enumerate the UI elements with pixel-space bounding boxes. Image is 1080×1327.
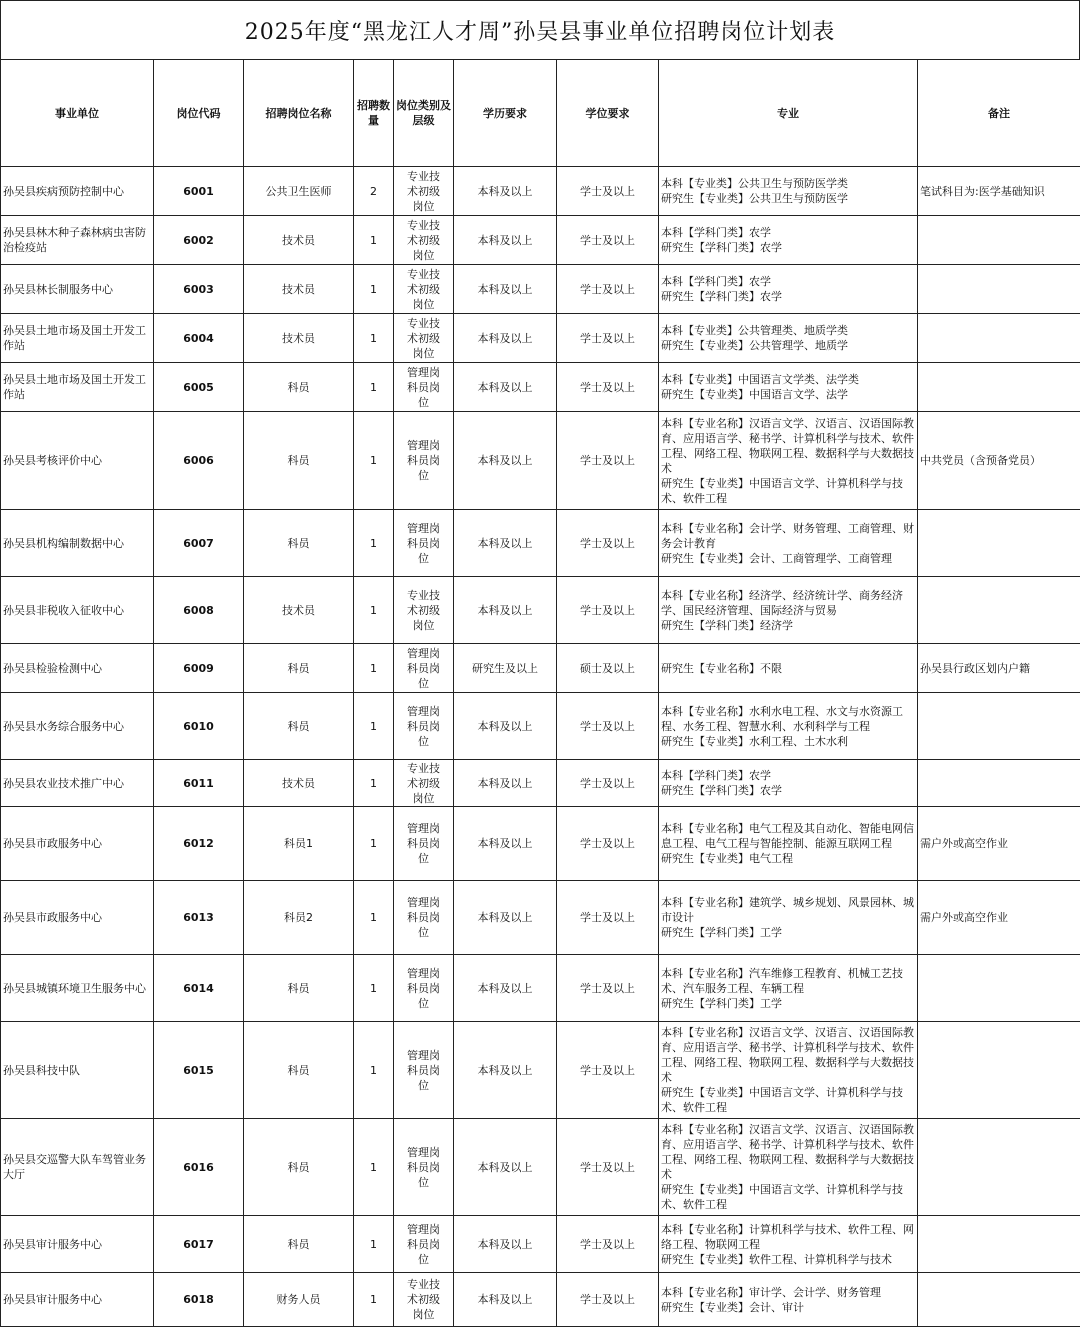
major-line: 本科【专业名称】建筑学、城乡规划、风景园林、城市设计 bbox=[661, 895, 915, 925]
note-cell bbox=[918, 363, 1080, 412]
count-cell: 1 bbox=[354, 412, 394, 510]
count-cell: 1 bbox=[354, 1022, 394, 1119]
count-cell: 1 bbox=[354, 807, 394, 881]
major-line: 本科【专业名称】电气工程及其自动化、智能电网信息工程、电气工程与智能控制、能源互联网工程 bbox=[661, 821, 915, 851]
major-cell bbox=[659, 760, 918, 807]
major-cell bbox=[659, 1273, 918, 1327]
degree-cell: 学士及以上 bbox=[557, 510, 659, 577]
major-line: 研究生【学科门类】农学 bbox=[661, 783, 915, 798]
major-line: 本科【专业名称】审计学、会计学、财务管理 bbox=[661, 1285, 915, 1300]
table-row bbox=[1, 167, 1080, 216]
count-cell: 1 bbox=[354, 955, 394, 1022]
table-row bbox=[1, 644, 1080, 693]
major-line: 本科【学科门类】农学 bbox=[661, 274, 915, 289]
major-line: 研究生【专业类】电气工程 bbox=[661, 851, 915, 866]
code-cell: 6003 bbox=[154, 265, 244, 314]
education-cell: 本科及以上 bbox=[454, 577, 557, 644]
unit-cell: 孙吴县土地市场及国土开发工作站 bbox=[1, 363, 154, 412]
major-line: 研究生【学科门类】农学 bbox=[661, 289, 915, 304]
header-degree: 学位要求 bbox=[557, 60, 659, 167]
major-cell bbox=[659, 577, 918, 644]
unit-cell: 孙吴县审计服务中心 bbox=[1, 1216, 154, 1273]
unit-cell: 孙吴县非税收入征收中心 bbox=[1, 577, 154, 644]
category-cell: 专业技术初级岗位 bbox=[394, 577, 454, 644]
position-cell: 科员 bbox=[244, 1119, 354, 1216]
note-cell bbox=[918, 955, 1080, 1022]
major-line: 本科【专业名称】汽车维修工程教育、机械工艺技术、汽车服务工程、车辆工程 bbox=[661, 966, 915, 996]
header-note: 备注 bbox=[918, 60, 1080, 167]
note-cell: 笔试科目为:医学基础知识 bbox=[918, 167, 1080, 216]
table-row bbox=[1, 216, 1080, 265]
table-row bbox=[1, 807, 1080, 881]
category-cell: 管理岗科员岗位 bbox=[394, 1022, 454, 1119]
unit-cell: 孙吴县城镇环境卫生服务中心 bbox=[1, 955, 154, 1022]
code-cell: 6004 bbox=[154, 314, 244, 363]
code-cell: 6005 bbox=[154, 363, 244, 412]
degree-cell: 学士及以上 bbox=[557, 1216, 659, 1273]
position-cell: 科员 bbox=[244, 1216, 354, 1273]
category-cell: 管理岗科员岗位 bbox=[394, 412, 454, 510]
major-cell bbox=[659, 807, 918, 881]
count-cell: 1 bbox=[354, 693, 394, 760]
code-cell: 6008 bbox=[154, 577, 244, 644]
category-cell: 管理岗科员岗位 bbox=[394, 807, 454, 881]
table-row bbox=[1, 1022, 1080, 1119]
position-cell: 科员1 bbox=[244, 807, 354, 881]
header-major: 专业 bbox=[659, 60, 918, 167]
major-cell bbox=[659, 1119, 918, 1216]
count-cell: 1 bbox=[354, 644, 394, 693]
degree-cell: 学士及以上 bbox=[557, 167, 659, 216]
unit-cell: 孙吴县机构编制数据中心 bbox=[1, 510, 154, 577]
major-line: 研究生【专业类】公共卫生与预防医学 bbox=[661, 191, 915, 206]
major-cell bbox=[659, 412, 918, 510]
category-cell: 管理岗科员岗位 bbox=[394, 644, 454, 693]
note-cell bbox=[918, 216, 1080, 265]
note-cell bbox=[918, 1273, 1080, 1327]
code-cell: 6002 bbox=[154, 216, 244, 265]
note-cell bbox=[918, 314, 1080, 363]
major-line: 研究生【专业类】会计、工商管理学、工商管理 bbox=[661, 551, 915, 566]
category-cell: 专业技术初级岗位 bbox=[394, 216, 454, 265]
code-cell: 6013 bbox=[154, 881, 244, 955]
table-row bbox=[1, 1273, 1080, 1327]
major-line: 研究生【专业类】中国语言文学、计算机科学与技术、软件工程 bbox=[661, 1085, 915, 1115]
table-row bbox=[1, 265, 1080, 314]
code-cell: 6015 bbox=[154, 1022, 244, 1119]
unit-cell: 孙吴县科技中队 bbox=[1, 1022, 154, 1119]
recruitment-table bbox=[0, 59, 1080, 1327]
education-cell: 本科及以上 bbox=[454, 510, 557, 577]
major-cell bbox=[659, 693, 918, 760]
code-cell: 6001 bbox=[154, 167, 244, 216]
code-cell: 6010 bbox=[154, 693, 244, 760]
table-row bbox=[1, 760, 1080, 807]
code-cell: 6012 bbox=[154, 807, 244, 881]
major-cell bbox=[659, 314, 918, 363]
table-row bbox=[1, 510, 1080, 577]
position-cell: 技术员 bbox=[244, 216, 354, 265]
major-line: 研究生【学科门类】工学 bbox=[661, 996, 915, 1011]
major-line: 本科【专业名称】汉语言文学、汉语言、汉语国际教育、应用语言学、秘书学、计算机科学与技术、软件工程、网络工程、物联网工程、数据科学与大数据技术 bbox=[661, 416, 915, 476]
position-cell: 科员 bbox=[244, 955, 354, 1022]
position-cell: 科员2 bbox=[244, 881, 354, 955]
table-row bbox=[1, 881, 1080, 955]
count-cell: 1 bbox=[354, 881, 394, 955]
note-cell bbox=[918, 1216, 1080, 1273]
degree-cell: 学士及以上 bbox=[557, 216, 659, 265]
major-line: 研究生【专业名称】不限 bbox=[661, 661, 915, 676]
education-cell: 本科及以上 bbox=[454, 265, 557, 314]
education-cell: 本科及以上 bbox=[454, 363, 557, 412]
degree-cell: 硕士及以上 bbox=[557, 644, 659, 693]
degree-cell: 学士及以上 bbox=[557, 265, 659, 314]
education-cell: 本科及以上 bbox=[454, 1216, 557, 1273]
major-cell bbox=[659, 167, 918, 216]
major-line: 研究生【学科门类】农学 bbox=[661, 240, 915, 255]
category-cell: 管理岗科员岗位 bbox=[394, 510, 454, 577]
code-cell: 6018 bbox=[154, 1273, 244, 1327]
position-cell: 科员 bbox=[244, 412, 354, 510]
count-cell: 1 bbox=[354, 1273, 394, 1327]
education-cell: 本科及以上 bbox=[454, 216, 557, 265]
count-cell: 1 bbox=[354, 314, 394, 363]
table-row bbox=[1, 1119, 1080, 1216]
note-cell: 需户外或高空作业 bbox=[918, 807, 1080, 881]
category-cell: 管理岗科员岗位 bbox=[394, 1216, 454, 1273]
note-cell bbox=[918, 1119, 1080, 1216]
major-line: 本科【专业类】中国语言文学类、法学类 bbox=[661, 372, 915, 387]
position-cell: 技术员 bbox=[244, 577, 354, 644]
code-cell: 6016 bbox=[154, 1119, 244, 1216]
code-cell: 6017 bbox=[154, 1216, 244, 1273]
table-row bbox=[1, 693, 1080, 760]
degree-cell: 学士及以上 bbox=[557, 693, 659, 760]
position-cell: 财务人员 bbox=[244, 1273, 354, 1327]
unit-cell: 孙吴县林木种子森林病虫害防治检疫站 bbox=[1, 216, 154, 265]
degree-cell: 学士及以上 bbox=[557, 760, 659, 807]
major-line: 研究生【专业类】水利工程、土木水利 bbox=[661, 734, 915, 749]
code-cell: 6014 bbox=[154, 955, 244, 1022]
degree-cell: 学士及以上 bbox=[557, 577, 659, 644]
position-cell: 科员 bbox=[244, 510, 354, 577]
degree-cell: 学士及以上 bbox=[557, 881, 659, 955]
code-cell: 6006 bbox=[154, 412, 244, 510]
major-line: 本科【专业名称】会计学、财务管理、工商管理、财务会计教育 bbox=[661, 521, 915, 551]
major-line: 本科【专业名称】经济学、经济统计学、商务经济学、国民经济管理、国际经济与贸易 bbox=[661, 588, 915, 618]
category-cell: 管理岗科员岗位 bbox=[394, 363, 454, 412]
degree-cell: 学士及以上 bbox=[557, 314, 659, 363]
category-cell: 专业技术初级岗位 bbox=[394, 1273, 454, 1327]
note-cell: 孙吴县行政区划内户籍 bbox=[918, 644, 1080, 693]
major-cell bbox=[659, 363, 918, 412]
education-cell: 本科及以上 bbox=[454, 167, 557, 216]
category-cell: 专业技术初级岗位 bbox=[394, 760, 454, 807]
header-unit: 事业单位 bbox=[1, 60, 154, 167]
header-category: 岗位类别及层级 bbox=[394, 60, 454, 167]
header-education: 学历要求 bbox=[454, 60, 557, 167]
major-line: 本科【专业名称】汉语言文学、汉语言、汉语国际教育、应用语言学、秘书学、计算机科学与技术、软件工程、网络工程、物联网工程、数据科学与大数据技术 bbox=[661, 1122, 915, 1182]
unit-cell: 孙吴县水务综合服务中心 bbox=[1, 693, 154, 760]
unit-cell: 孙吴县检验检测中心 bbox=[1, 644, 154, 693]
table-row bbox=[1, 412, 1080, 510]
unit-cell: 孙吴县疾病预防控制中心 bbox=[1, 167, 154, 216]
category-cell: 管理岗科员岗位 bbox=[394, 693, 454, 760]
count-cell: 1 bbox=[354, 577, 394, 644]
note-cell bbox=[918, 265, 1080, 314]
major-line: 本科【专业名称】计算机科学与技术、软件工程、网络工程、物联网工程 bbox=[661, 1222, 915, 1252]
unit-cell: 孙吴县土地市场及国土开发工作站 bbox=[1, 314, 154, 363]
major-line: 本科【学科门类】农学 bbox=[661, 768, 915, 783]
count-cell: 1 bbox=[354, 1216, 394, 1273]
category-cell: 管理岗科员岗位 bbox=[394, 955, 454, 1022]
major-cell bbox=[659, 881, 918, 955]
major-cell bbox=[659, 216, 918, 265]
count-cell: 1 bbox=[354, 1119, 394, 1216]
header-row bbox=[1, 60, 1080, 167]
education-cell: 本科及以上 bbox=[454, 760, 557, 807]
code-cell: 6009 bbox=[154, 644, 244, 693]
note-cell: 中共党员（含预备党员） bbox=[918, 412, 1080, 510]
major-line: 研究生【专业类】中国语言文学、法学 bbox=[661, 387, 915, 402]
major-cell bbox=[659, 510, 918, 577]
count-cell: 1 bbox=[354, 265, 394, 314]
major-line: 本科【专业名称】水利水电工程、水文与水资源工程、水务工程、智慧水利、水利科学与工程 bbox=[661, 704, 915, 734]
count-cell: 2 bbox=[354, 167, 394, 216]
education-cell: 本科及以上 bbox=[454, 412, 557, 510]
degree-cell: 学士及以上 bbox=[557, 412, 659, 510]
major-line: 研究生【学科门类】经济学 bbox=[661, 618, 915, 633]
count-cell: 1 bbox=[354, 216, 394, 265]
count-cell: 1 bbox=[354, 760, 394, 807]
education-cell: 研究生及以上 bbox=[454, 644, 557, 693]
degree-cell: 学士及以上 bbox=[557, 363, 659, 412]
major-line: 研究生【学科门类】工学 bbox=[661, 925, 915, 940]
note-cell: 需户外或高空作业 bbox=[918, 881, 1080, 955]
major-line: 研究生【专业类】中国语言文学、计算机科学与技术、软件工程 bbox=[661, 476, 915, 506]
page-title: 2025年度“黑龙江人才周”孙吴县事业单位招聘岗位计划表 bbox=[0, 0, 1080, 60]
major-line: 研究生【专业类】软件工程、计算机科学与技术 bbox=[661, 1252, 915, 1267]
note-cell bbox=[918, 1022, 1080, 1119]
unit-cell: 孙吴县考核评价中心 bbox=[1, 412, 154, 510]
note-cell bbox=[918, 693, 1080, 760]
education-cell: 本科及以上 bbox=[454, 955, 557, 1022]
position-cell: 技术员 bbox=[244, 314, 354, 363]
unit-cell: 孙吴县农业技术推广中心 bbox=[1, 760, 154, 807]
code-cell: 6011 bbox=[154, 760, 244, 807]
major-cell bbox=[659, 265, 918, 314]
unit-cell: 孙吴县交巡警大队车驾管业务大厅 bbox=[1, 1119, 154, 1216]
position-cell: 技术员 bbox=[244, 760, 354, 807]
education-cell: 本科及以上 bbox=[454, 881, 557, 955]
count-cell: 1 bbox=[354, 510, 394, 577]
position-cell: 科员 bbox=[244, 693, 354, 760]
major-cell bbox=[659, 955, 918, 1022]
note-cell bbox=[918, 577, 1080, 644]
degree-cell: 学士及以上 bbox=[557, 1022, 659, 1119]
position-cell: 公共卫生医师 bbox=[244, 167, 354, 216]
major-cell bbox=[659, 1022, 918, 1119]
count-cell: 1 bbox=[354, 363, 394, 412]
education-cell: 本科及以上 bbox=[454, 807, 557, 881]
degree-cell: 学士及以上 bbox=[557, 1119, 659, 1216]
position-cell: 科员 bbox=[244, 644, 354, 693]
education-cell: 本科及以上 bbox=[454, 1119, 557, 1216]
unit-cell: 孙吴县市政服务中心 bbox=[1, 807, 154, 881]
major-line: 本科【学科门类】农学 bbox=[661, 225, 915, 240]
major-line: 研究生【专业类】中国语言文学、计算机科学与技术、软件工程 bbox=[661, 1182, 915, 1212]
category-cell: 管理岗科员岗位 bbox=[394, 881, 454, 955]
table-row bbox=[1, 577, 1080, 644]
major-line: 本科【专业类】公共管理类、地质学类 bbox=[661, 323, 915, 338]
major-line: 研究生【专业类】公共管理学、地质学 bbox=[661, 338, 915, 353]
table-row bbox=[1, 955, 1080, 1022]
header-code: 岗位代码 bbox=[154, 60, 244, 167]
major-line: 本科【专业名称】汉语言文学、汉语言、汉语国际教育、应用语言学、秘书学、计算机科学与技术、软件工程、网络工程、物联网工程、数据科学与大数据技术 bbox=[661, 1025, 915, 1085]
category-cell: 专业技术初级岗位 bbox=[394, 167, 454, 216]
note-cell bbox=[918, 510, 1080, 577]
education-cell: 本科及以上 bbox=[454, 1273, 557, 1327]
unit-cell: 孙吴县林长制服务中心 bbox=[1, 265, 154, 314]
major-line: 本科【专业类】公共卫生与预防医学类 bbox=[661, 176, 915, 191]
table-row bbox=[1, 314, 1080, 363]
unit-cell: 孙吴县市政服务中心 bbox=[1, 881, 154, 955]
header-position: 招聘岗位名称 bbox=[244, 60, 354, 167]
category-cell: 专业技术初级岗位 bbox=[394, 265, 454, 314]
header-count: 招聘数量 bbox=[354, 60, 394, 167]
note-cell bbox=[918, 760, 1080, 807]
major-cell bbox=[659, 1216, 918, 1273]
education-cell: 本科及以上 bbox=[454, 314, 557, 363]
education-cell: 本科及以上 bbox=[454, 693, 557, 760]
education-cell: 本科及以上 bbox=[454, 1022, 557, 1119]
major-cell bbox=[659, 644, 918, 693]
category-cell: 专业技术初级岗位 bbox=[394, 314, 454, 363]
degree-cell: 学士及以上 bbox=[557, 1273, 659, 1327]
category-cell: 管理岗科员岗位 bbox=[394, 1119, 454, 1216]
table-row bbox=[1, 1216, 1080, 1273]
position-cell: 科员 bbox=[244, 363, 354, 412]
major-line: 研究生【专业类】会计、审计 bbox=[661, 1300, 915, 1315]
degree-cell: 学士及以上 bbox=[557, 955, 659, 1022]
position-cell: 科员 bbox=[244, 1022, 354, 1119]
table-row bbox=[1, 363, 1080, 412]
unit-cell: 孙吴县审计服务中心 bbox=[1, 1273, 154, 1327]
position-cell: 技术员 bbox=[244, 265, 354, 314]
degree-cell: 学士及以上 bbox=[557, 807, 659, 881]
code-cell: 6007 bbox=[154, 510, 244, 577]
